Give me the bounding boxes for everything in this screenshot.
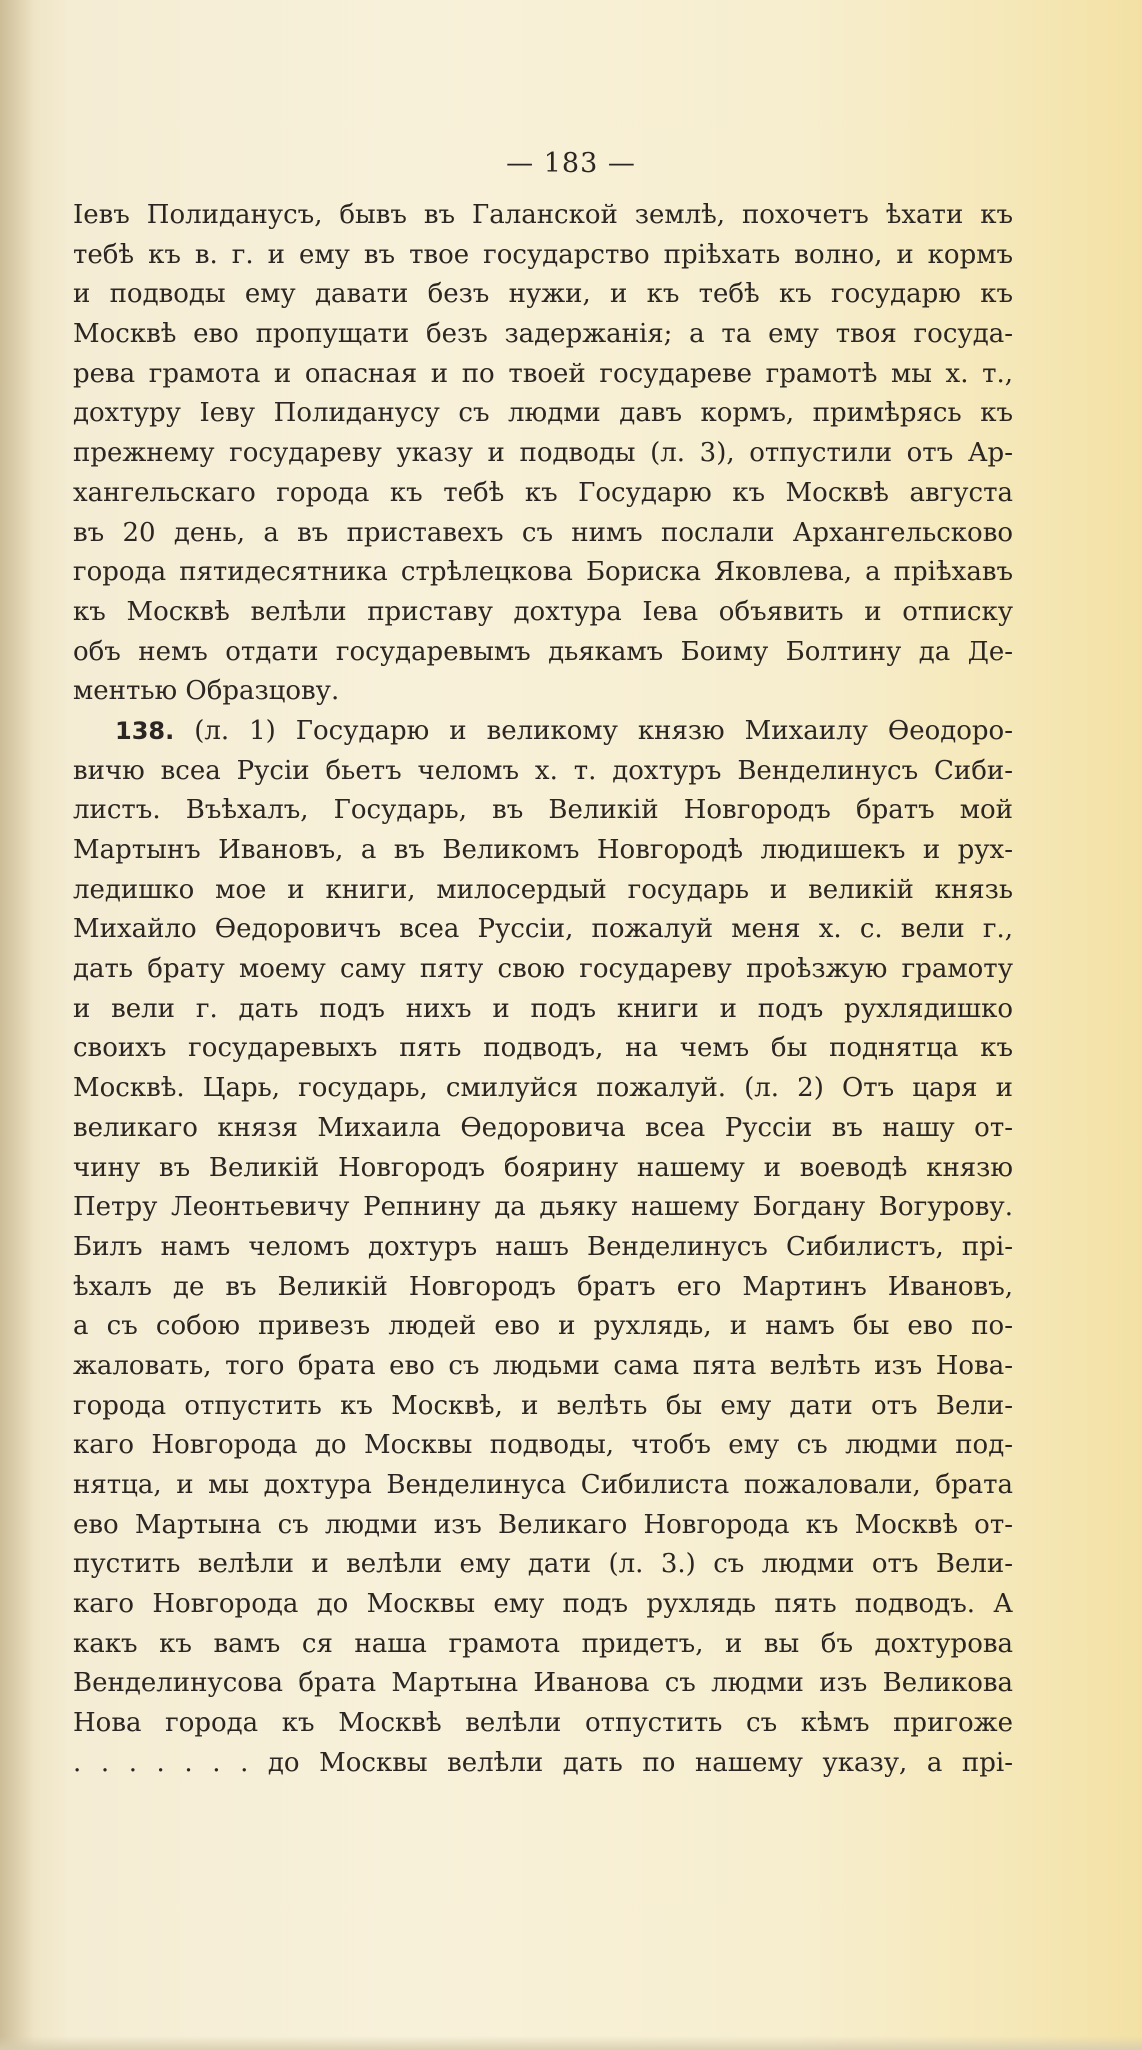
spine-shadow [0,0,34,2050]
text-line: Москвѣ ево пропущати безъ задержанія; а та ему твоя госуда- [73,319,1013,350]
text-line: въ 20 день, а въ приставехъ съ нимъ послали Архангельсково [73,517,1013,548]
text-line: каго Новгорода до Москвы ему подъ рухлядь пять подводъ. А [73,1589,1013,1620]
text-line: листъ. Въѣхалъ, Государь, въ Великій Новгородъ братъ мой [73,795,1013,826]
text-line: вичю всеа Русіи бьетъ челомъ х. т. дохтуръ Венделинусъ Сиби- [73,755,1013,786]
text-line: дать брату моему саму пяту свою государеву проѣзжую грамоту [73,954,1013,985]
text-line: хангельскаго города къ тебѣ къ Государю къ Москвѣ августа [73,477,1013,508]
paragraph-1 [73,196,1013,712]
text-line: Петру Леонтьевичу Репнину да дьяку нашему Богдану Вогурову. [73,1192,1013,1223]
text-line: города отпустить къ Москвѣ, и велѣть бы ему дати отъ Вели- [73,1390,1013,1421]
page-number: — 183 — [506,148,636,179]
text-line: ментью Образцову. [73,676,340,707]
body-text [73,196,1013,1784]
entry-first-line [73,712,1013,752]
text-line: каго Новгорода до Москвы подводы, чтобъ ему съ людми под- [73,1430,1013,1461]
text-line: и вели г. дать подъ нихъ и подъ книги и подъ рухлядишко [73,993,1013,1024]
text-line: какъ къ вамъ ся наша грамота придетъ, и вы бъ дохтурова [73,1628,1013,1659]
text-line: Нова города къ Москвѣ велѣли отпустить съ кѣмъ пригоже [73,1708,1013,1739]
text-line: ледишко мое и книги, милосердый государь и великій князь [73,874,1013,905]
text-line: великаго князя Михаила Ѳедоровича всеа Руссіи въ нашу от- [73,1112,1013,1143]
entry-number: 138. [115,716,175,745]
text-line: чину въ Великій Новгородъ боярину нашему и воеводѣ князю [73,1152,1013,1183]
page-bottom-edge [0,2036,1142,2050]
text-line: жаловать, того брата ево съ людьми сама пята велѣть изъ Нова- [73,1350,1013,1381]
text-line: ѣхалъ де въ Великій Новгородъ братъ его Мартинъ Ивановъ, [73,1271,1013,1302]
text-line: тебѣ къ в. г. и ему въ твое государство пріѣхать волно, и кормъ [73,239,1013,270]
text-line: нятца, и мы дохтура Венделинуса Сибилиста пожаловали, брата [73,1470,1013,1500]
text-line: Мартынъ Ивановъ, а въ Великомъ Новгородѣ людишекъ и рух- [73,835,1013,865]
text-line: города пятидесятника стрѣлецкова Бориска Яковлева, а пріѣхавъ [73,557,1013,588]
text-line: Іевъ Полиданусъ, бывъ въ Галанской землѣ, похочетъ ѣхати къ [73,200,1013,230]
text-line: и подводы ему давати безъ нужи, и къ тебѣ къ государю къ [73,279,1013,310]
text-line: прежнему государеву указу и подводы (л. 3), отпустили отъ Ар- [73,438,1013,469]
paragraph-2 [73,712,1013,1784]
text-line: объ немъ отдати государевымъ дьякамъ Боиму Болтину да Де- [73,636,1013,667]
text-line: Венделинусова брата Мартына Иванова съ людми изъ Великова [73,1668,1013,1699]
text-line: Михайло Ѳедоровичъ всеа Руссіи, пожалуй меня х. с. вели г., [73,914,1013,945]
text-line: а съ собою привезъ людей ево и рухлядь, и намъ бы ево по- [73,1311,1013,1342]
entry-first-line-text: (л. 1) Государю и великому князю Михаилу Ѳеодоро- [194,715,1013,746]
text-line: къ Москвѣ велѣли приставу дохтура Іева объявить и отписку [73,596,1013,627]
text-line: . . . . . . . до Москвы велѣли дать по нашему указу, а прі- [73,1747,1013,1778]
text-line: рева грамота и опасная и по твоей государеве грамотѣ мы х. т., [73,358,1013,389]
text-line: пустить велѣли и велѣли ему дати (л. 3.) съ людми отъ Вели- [73,1549,1013,1580]
text-line: ево Мартына съ людми изъ Великаго Новгорода къ Москвѣ от- [73,1509,1013,1540]
text-line: Москвѣ. Царь, государь, смилуйся пожалуй. (л. 2) Отъ царя и [73,1073,1013,1104]
text-line: дохтуру Іеву Полиданусу съ людми давъ кормъ, примѣрясь къ [73,398,1013,429]
text-line: своихъ государевыхъ пять подводъ, на чемъ бы поднятца къ [73,1033,1013,1064]
text-line: Билъ намъ челомъ дохтуръ нашъ Венделинусъ Сибилистъ, прі- [73,1231,1013,1262]
